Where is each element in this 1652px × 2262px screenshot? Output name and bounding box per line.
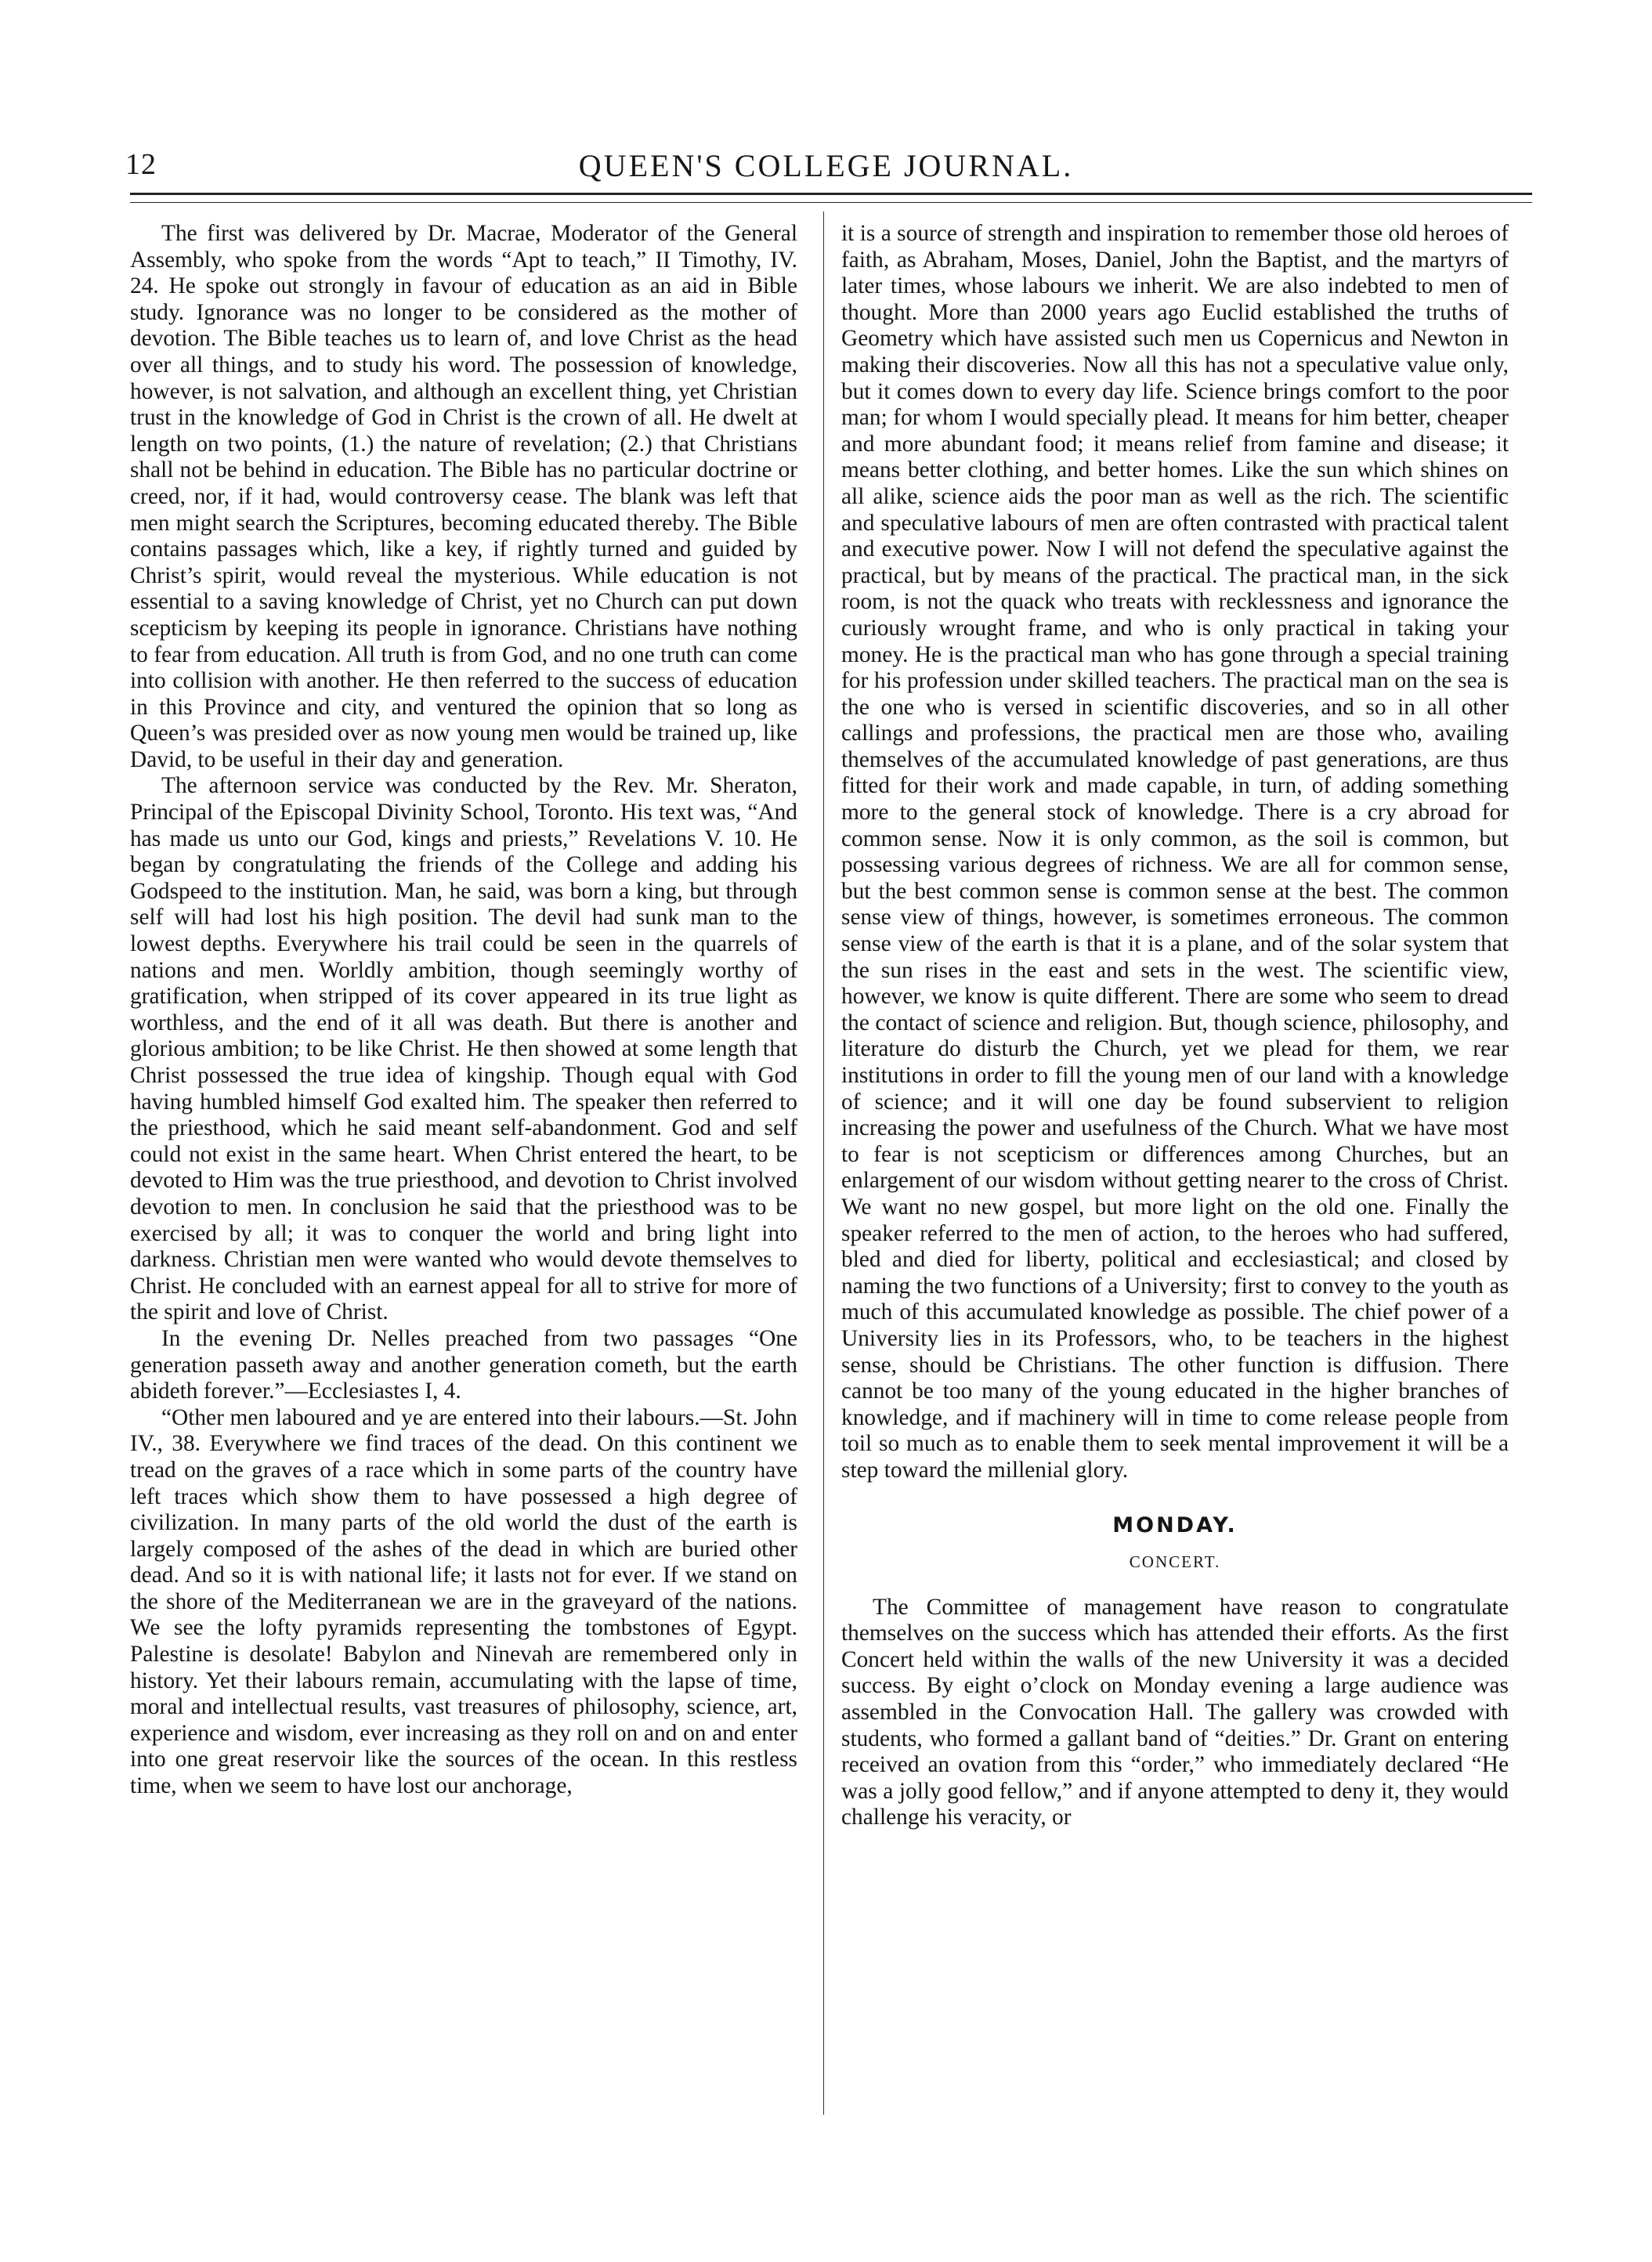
left-column (130, 221, 797, 1800)
header-rule-thick (130, 193, 1532, 195)
header-rule-thin (130, 202, 1532, 203)
paragraph-nelles-continued: it is a source of strength and inspiration to remember those old heroes of faith, as Abraham, Moses, Daniel, John the Baptist, and the martyrs of later times, whose labours we inherit. We are also indebted to men of thought. More than 2000 years ago Euclid established the truths of Geometry which have assisted such men us Copernicus and Newton in making their discoveries. Now all this has not a speculative value only, but it comes down to every day life. Science brings comfort to the poor man; for whom I would specially plead. It means for him better, cheaper and more abundant food; it means relief from famine and disease; it means better clothing, and better homes. Like the sun which shines on all alike, science aids the poor man as well as the rich. The scientific and speculative labours of men are often contrasted with practical talent and executive power. Now I will not defend the speculative against the practical, but by means of the practical. The practical man, in the sick room, is not the quack who treats with recklessness and ignorance the curiously wrought frame, and who is only practical in taking your money. He is the practical man who has gone through a special training for his profession under skilled teachers. The practical man on the sea is the one who is versed in scientific discoveries, and so in all other callings and professions, the practical men are those who, availing themselves of the accumulated knowledge of past generations, are thus fitted for their work and made capable, in turn, of adding something more to the general stock of knowledge. There is a cry abroad for common sense. Now it is only common, as the soil is common, but possessing various degrees of richness. We are all for common sense, but the best common sense is common sense at the best. The common sense view of things, however, is sometimes erroneous. The common sense view of the earth is that it is a plane, and of the solar system that the sun rises in the east and sets in the west. The scientific view, however, we know is quite different. There are some who seem to dread the contact of science and religion. But, though science, philosophy, and literature do disturb the Church, yet we plead for them, we rear institutions in order to fill the young men of our land with a knowledge of science; and it will one day be found subservient to religion increasing the power and usefulness of the Church. What we have most to fear is not scepticism or differences among Churches, but an enlargement of our wisdom without getting nearer to the cross of Christ. We want no new gospel, but more light on the old one. Finally the speaker referred to the men of action, to the heroes who had suffered, bled and died for liberty, political and ecclesiastical; and closed by naming the two functions of a University; first to convey to the youth as much of this accumulated knowledge as possible. The chief power of a University lies in its Professors, who, to be teachers in the highest sense, should be Christians. The other function is diffusion. There cannot be too many of the young educated in the higher branches of knowledge, and if machinery will in time to come release people from toil so much as to enable them to seek mental improvement it will be a step toward the millenial glory. (841, 221, 1509, 1483)
paragraph-macrae-sermon: The first was delivered by Dr. Macrae, Moderator of the General Assembly, who spoke from the words “Apt to teach,” II Timothy, IV. 24. He spoke out strongly in favour of education as an aid in Bible study. Ignorance was no longer to be considered as the mother of devotion. The Bible teaches us to learn of, and love Christ as the head over all things, and to study his word. The possession of knowledge, however, is not salvation, and although an excellent thing, yet Christian trust in the knowledge of God in Christ is the crown of all. He dwelt at length on two points, (1.) the nature of revelation; (2.) that Christians shall not be behind in education. The Bible has no particular doctrine or creed, nor, if it had, would controversy cease. The blank was left that men might search the Scriptures, becoming educated thereby. The Bible contains passages which, like a key, if rightly turned and guided by Christ’s spirit, would reveal the mysterious. While education is not essential to a saving knowledge of Christ, yet no Church can put down scepticism by keeping its people in ignorance. Christians have nothing to fear from education. All truth is from God, and no one truth can come into collision with another. He then referred to the success of education in this Province and city, and ventured the opinion that so long as Queen’s was presided over as now young men would be trained up, like David, to be useful in their day and generation. (130, 221, 797, 772)
right-column (841, 221, 1509, 1831)
paragraph-nelles-text: In the evening Dr. Nelles preached from two passages “One generation passeth away and another generation cometh, but the earth abideth forever.”—Ecclesiastes I, 4. (130, 1325, 797, 1404)
section-heading-monday: MONDAY. (1112, 1512, 1238, 1538)
journal-title: QUEEN'S COLLEGE JOURNAL. (578, 148, 1074, 183)
page-number: 12 (125, 148, 157, 181)
paragraph-nelles-sermon: “Other men laboured and ye are entered into their labours.—St. John IV., 38. Everywhere we find traces of the dead. On this continent we tread on the graves of a race which in some parts of the country have left traces which show them to have possessed a high degree of civilization. In many parts of the old world the dust of the earth is largely composed of the ashes of the dead in which are buried other dead. And so it is with national life; it lasts not for ever. If we stand on the shore of the Mediterranean we are in the graveyard of the nations. We see the lofty pyramids representing the tombstones of Egypt. Palestine is desolate! Babylon and Ninevah are remembered only in history. Yet their labours remain, accumulating with the lapse of time, moral and intellectual results, vast treasures of philosophy, science, art, experience and wisdom, ever increasing as they roll on and on and enter into one great reservoir like the sources of the ocean. In this restless time, when we seem to have lost our anchorage, (130, 1404, 797, 1799)
column-divider (823, 211, 824, 2115)
paragraph-concert: The Committee of management have reason to congratulate themselves on the success which has attended their efforts. As the first Concert held within the walls of the new University it was a decided success. By eight o’clock on Monday evening a large audience was assembled in the Convocation Hall. The gallery was crowded with students, who formed a gallant band of “deities.” Dr. Grant on entering received an ovation from this “order,” who immediately declared “He was a jolly good fellow,” and if anyone attempted to deny it, they would challenge his veracity, or (841, 1594, 1509, 1830)
section-subheading-concert: CONCERT. (1129, 1552, 1221, 1572)
paragraph-sheraton-sermon: The afternoon service was conducted by the Rev. Mr. Sheraton, Principal of the Episcopal Divinity School, Toronto. His text was, “And has made us unto our God, kings and priests,” Revelations V. 10. He began by congratulating the friends of the College and adding his Godspeed to the institution. Man, he said, was born a king, but through self will had lost his high position. The devil had sunk man to the lowest depths. Everywhere his trail could be seen in the quarrels of nations and men. Worldly ambition, though seemingly worthy of gratification, when stripped of its cover appeared in its true light as worthless, and the end of it all was death. But there is another and glorious ambition; to be like Christ. He then showed at some length that Christ possessed the true idea of kingship. Though equal with God having humbled himself God exalted him. The speaker then referred to the priesthood, which he said meant self-abandonment. God and self could not exist in the same heart. When Christ entered the heart, to be devoted to Him was the true priesthood, and devotion to Christ involved devotion to men. In conclusion he said that the priesthood was to be exercised by all; it was to conquer the world and bring light into darkness. Christian men were wanted who would devote themselves to Christ. He concluded with an earnest appeal for all to strive for more of the spirit and love of Christ. (130, 773, 797, 1325)
